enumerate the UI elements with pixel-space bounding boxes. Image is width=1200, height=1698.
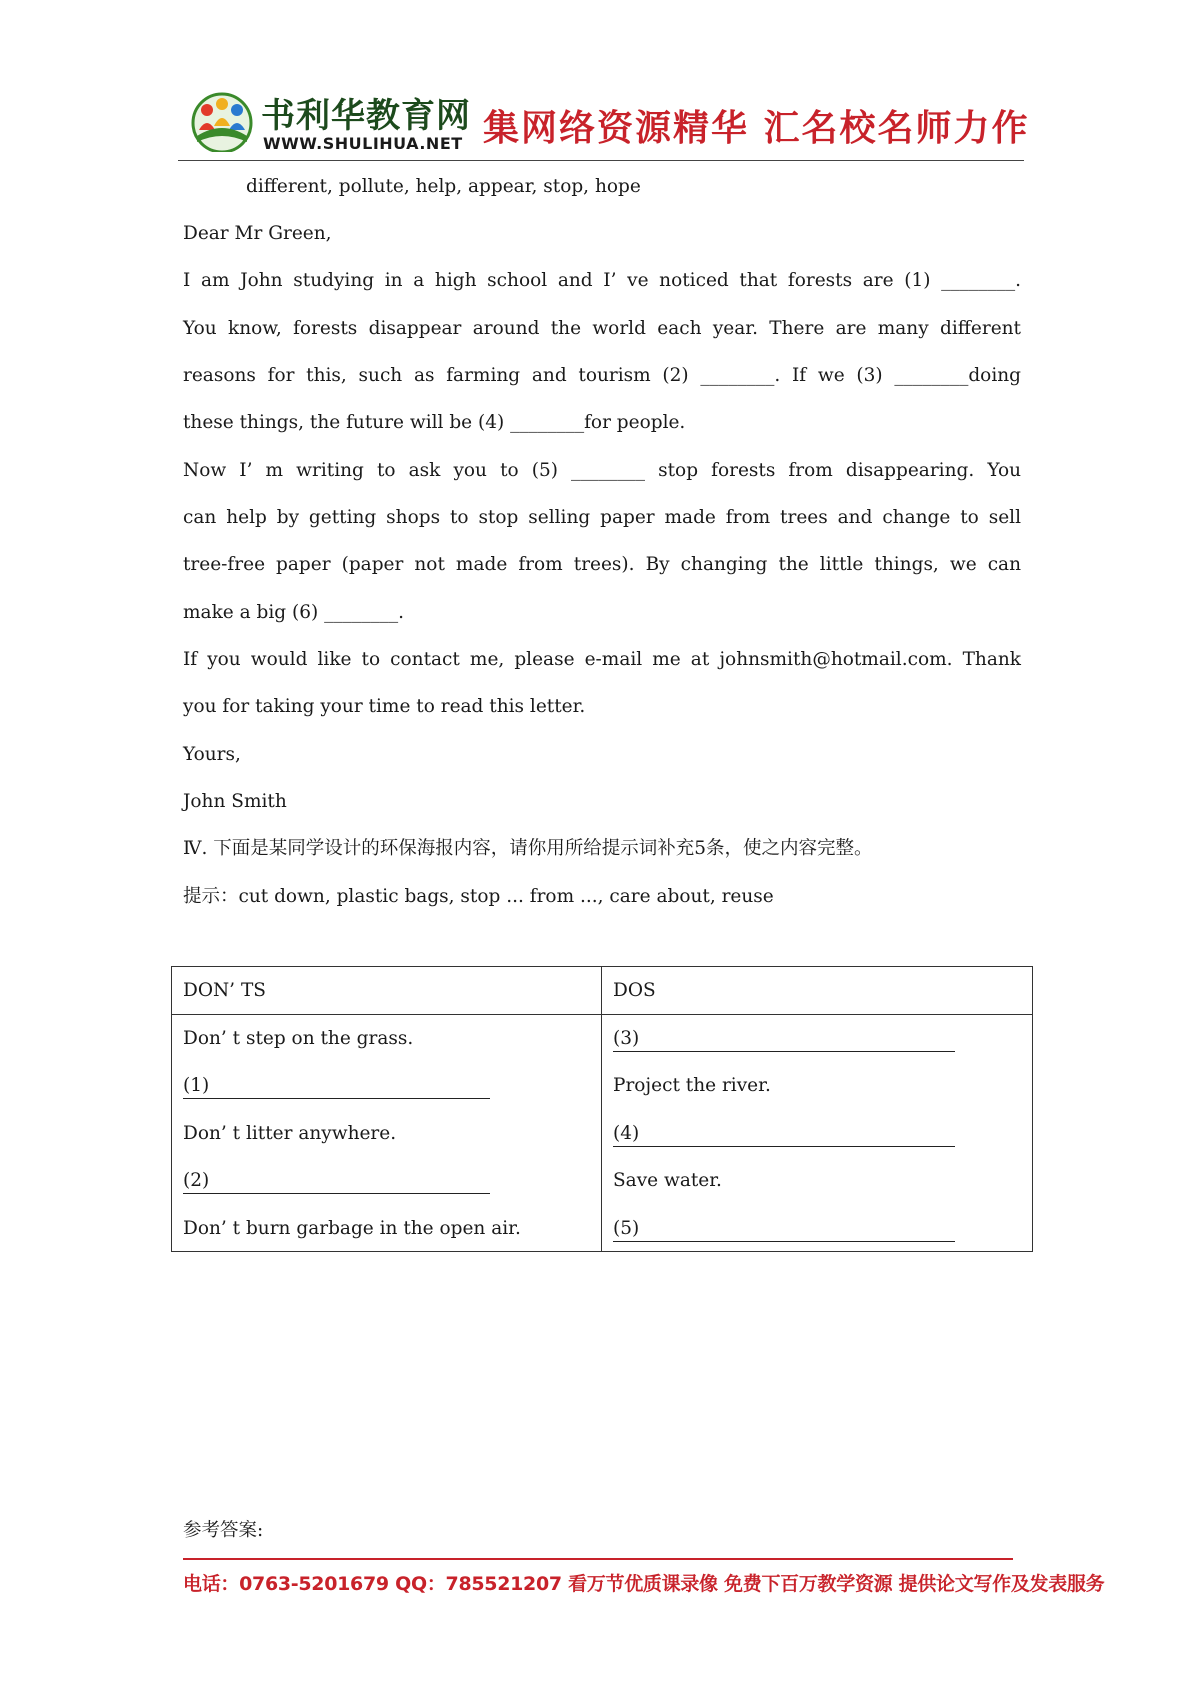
dos-blank-line[interactable] (613, 1051, 955, 1052)
header-divider (178, 160, 1024, 161)
donts-blank-label: (2) (183, 1170, 210, 1191)
letter-line: tree-free paper (paper not made from trees). By changing the little things, we can (183, 554, 1021, 575)
donts-blank-line[interactable] (183, 1098, 490, 1099)
dos-item: Save water. (613, 1170, 722, 1191)
donts-header: DON’ TS (183, 980, 266, 1001)
donts-item: Don’ t step on the grass. (183, 1028, 414, 1049)
letter-line: these things, the future will be (4) ________for people. (183, 412, 686, 433)
logo-chinese-name: 书利华教育网 (261, 96, 471, 136)
letter-line: If you would like to contact me, please e-mail me at johnsmith@hotmail.com. Thank (183, 649, 1021, 670)
dos-item: Project the river. (613, 1075, 771, 1096)
word-bank: different, pollute, help, appear, stop, hope (246, 176, 641, 197)
dos-blank-label: (3) (613, 1028, 640, 1049)
header-banner (183, 86, 1030, 158)
donts-blank-label: (1) (183, 1075, 210, 1096)
footer-divider (183, 1558, 1013, 1560)
section-hints: 提示：cut down, plastic bags, stop ... from ..., care about, reuse (183, 886, 774, 907)
site-logo (183, 86, 471, 158)
donts-blank-line[interactable] (183, 1193, 490, 1194)
dos-header: DOS (613, 980, 656, 1001)
table-header-divider (171, 1014, 1033, 1015)
dos-blank-line[interactable] (613, 1241, 955, 1242)
letter-line: make a big (6) ________. (183, 602, 404, 623)
table-column-divider (601, 966, 602, 1252)
donts-item: Don’ t burn garbage in the open air. (183, 1218, 521, 1239)
header-slogan: 集网络资源精华 汇名校名师力作 (483, 108, 1030, 149)
letter-line: can help by getting shops to stop selling paper made from trees and change to sell (183, 507, 1021, 528)
footer-contact: 电话：0763-5201679 QQ：785521207 看万节优质课录像 免费下百万教学资源 提供论文写作及发表服务 (183, 1573, 1105, 1595)
answers-label: 参考答案: (183, 1520, 264, 1541)
dos-blank-label: (4) (613, 1123, 640, 1144)
logo-url: WWW.SHULIHUA.NET (263, 134, 463, 153)
letter-line: Now I’ m writing to ask you to (5) ________ stop forests from disappearing. You (183, 460, 1021, 481)
letter-line: You know, forests disappear around the world each year. There are many different (183, 318, 1021, 339)
donts-item: Don’ t litter anywhere. (183, 1123, 397, 1144)
letter-line: you for taking your time to read this letter. (183, 696, 586, 717)
letter-line: I am John studying in a high school and I’ ve noticed that forests are (1) ________. (183, 270, 1021, 291)
dos-blank-line[interactable] (613, 1146, 955, 1147)
letter-greeting: Dear Mr Green, (183, 223, 332, 244)
letter-signature: John Smith (183, 791, 287, 812)
poster-table (171, 966, 1033, 1252)
people-icon (189, 90, 255, 152)
dos-blank-label: (5) (613, 1218, 640, 1239)
letter-line: reasons for this, such as farming and tourism (2) ________. If we (3) ________doing (183, 365, 1021, 386)
section-instruction: Ⅳ. 下面是某同学设计的环保海报内容，请你用所给提示词补充5条，使之内容完整。 (183, 838, 873, 859)
letter-closing: Yours, (183, 744, 241, 765)
